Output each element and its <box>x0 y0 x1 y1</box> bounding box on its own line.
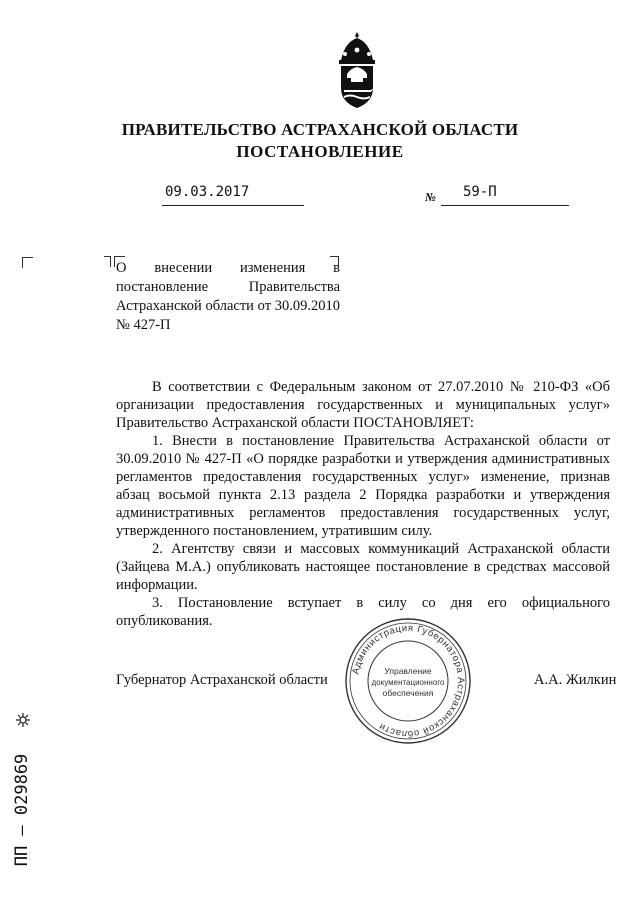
registration-mark-icon <box>16 713 30 727</box>
stamp-line: документационного <box>371 678 445 687</box>
stamp-line: обеспечения <box>382 688 434 698</box>
document-subject: О внесении изменения в постановление Правительства Астраханской области от 30.09.2010 № 427-П <box>116 260 340 333</box>
coat-of-arms-icon <box>331 30 383 110</box>
document-number: 59-П <box>463 184 497 200</box>
official-stamp <box>344 617 472 745</box>
body-item: 1. Внести в постановление Правительства Астраханской области от 30.09.2010 № 427-П «О порядке разработки и утверждения административных регламентов предоставления государственных услуг» изменение, признав абзац восьмой пункта 2.13 раздела 2 Порядка разработки и утверждения административных регламентов предоставления государственных услуг, утвержденного постановлением, утратившим силу. <box>116 433 610 539</box>
number-sign: № <box>425 190 436 204</box>
document-body <box>116 378 610 630</box>
corner-bracket <box>22 257 33 268</box>
signatory-title: Губернатор Астраханской области <box>116 672 328 688</box>
signatory-name: А.А. Жилкин <box>534 672 617 688</box>
body-item: 3. Постановление вступает в силу со дня его официального опубликования. <box>116 595 610 629</box>
number-underline <box>441 185 569 206</box>
preamble: В соответствии с Федеральным законом от 27.07.2010 № 210-ФЗ «Об организации предоставления государственных и муниципальных услуг» Правительство Астраханской области ПОСТАНОВЛЯЕТ: <box>116 379 610 431</box>
body-item: 2. Агентству связи и массовых коммуникаций Астраханской области (Зайцева М.А.) опубликовать настоящее постановление в средствах массовой информации. <box>116 541 610 593</box>
stamp-line: Управление <box>384 666 432 676</box>
corner-bracket <box>104 256 111 267</box>
document-date: 09.03.2017 <box>165 184 250 200</box>
registration-code: ПП – 029869 <box>12 753 32 867</box>
government-title: ПРАВИТЕЛЬСТВО АСТРАХАНСКОЙ ОБЛАСТИ <box>121 120 519 139</box>
stamp-ring-text: Администрация Губернатора Астраханской области <box>350 622 467 740</box>
document-kind: ПОСТАНОВЛЕНИЕ <box>236 142 404 161</box>
